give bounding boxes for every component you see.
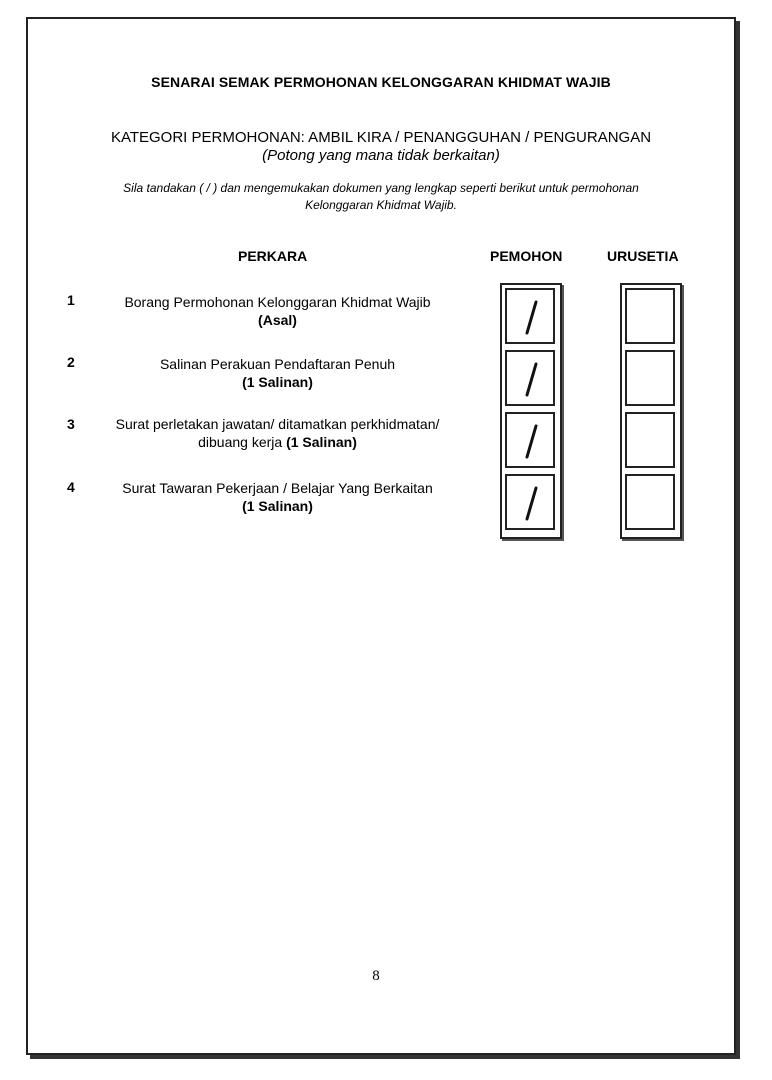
item-description: [90, 415, 465, 451]
pemohon-checkbox-1[interactable]: [505, 288, 555, 344]
urusetia-checkbox-2[interactable]: [625, 350, 675, 406]
item-line-2: [90, 311, 465, 329]
item-line-1: Surat Tawaran Pekerjaan / Belajar Yang Berkaitan: [122, 480, 433, 496]
urusetia-checkbox-1[interactable]: [625, 288, 675, 344]
item-line-2-bold: (1 Salinan): [242, 498, 313, 514]
pemohon-checkbox-3[interactable]: [505, 412, 555, 468]
item-number: 2: [67, 354, 75, 370]
item-line-2-plain: dibuang kerja: [198, 434, 287, 450]
item-line-2-bold: (1 Salinan): [286, 434, 357, 450]
urusetia-checkbox-4[interactable]: [625, 474, 675, 530]
item-line-2-bold: (1 Salinan): [242, 374, 313, 390]
item-line-1: Borang Permohonan Kelonggaran Khidmat Wajib: [124, 294, 431, 310]
instruction-text: [70, 180, 692, 214]
item-description: [90, 355, 465, 391]
pemohon-checkbox-4[interactable]: [505, 474, 555, 530]
slash-mark-icon: [507, 414, 553, 466]
header-pemohon: PEMOHON: [490, 248, 563, 264]
pemohon-checkbox-column: [500, 283, 562, 539]
item-line-2: [90, 373, 465, 391]
header-perkara: PERKARA: [238, 248, 308, 264]
document-title: SENARAI SEMAK PERMOHONAN KELONGGARAN KHIDMAT WAJIB: [151, 74, 611, 90]
item-line-1: Salinan Perakuan Pendaftaran Penuh: [159, 356, 396, 372]
item-line-2: [90, 433, 465, 451]
item-line-1: Surat perletakan jawatan/ ditamatkan perkhidmatan/: [115, 416, 440, 432]
pemohon-checkbox-2[interactable]: [505, 350, 555, 406]
item-number: 3: [67, 416, 75, 432]
slash-mark-icon: [507, 290, 553, 342]
instruction-line-1: Sila tandakan ( / ) dan mengemukakan dokumen yang lengkap seperti berikut untuk permohonan: [123, 181, 639, 195]
category-note: (Potong yang mana tidak berkaitan): [262, 147, 500, 164]
header-urusetia: URUSETIA: [607, 248, 679, 264]
item-description: [90, 479, 465, 515]
item-number: 1: [67, 292, 75, 308]
slash-mark-icon: [507, 476, 553, 528]
application-category: KATEGORI PERMOHONAN: AMBIL KIRA / PENANGGUHAN / PENGURANGAN: [110, 129, 652, 146]
urusetia-checkbox-3[interactable]: [625, 412, 675, 468]
page-number: 8: [372, 968, 380, 984]
instruction-line-2: Kelonggaran Khidmat Wajib.: [305, 198, 457, 212]
item-number: 4: [67, 479, 75, 495]
item-description: [90, 293, 465, 329]
slash-mark-icon: [507, 352, 553, 404]
item-line-2: [90, 497, 465, 515]
item-line-2-bold: (Asal): [258, 312, 297, 328]
urusetia-checkbox-column: [620, 283, 682, 539]
